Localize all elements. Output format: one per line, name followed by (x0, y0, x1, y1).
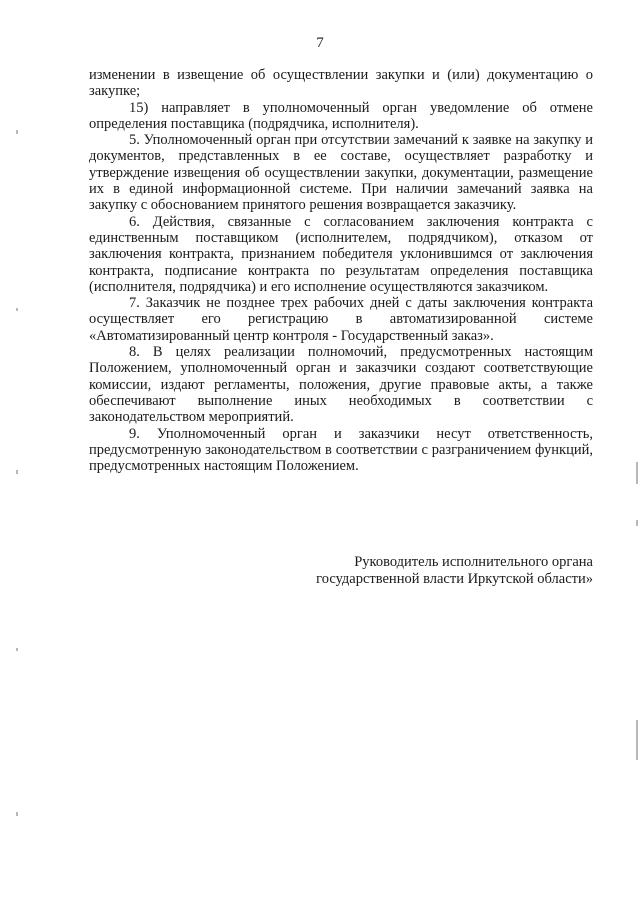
signature-line-title: Руководитель исполнительного органа (354, 554, 593, 570)
scan-mark (16, 470, 18, 474)
signature-line-authority: государственной власти Иркутской области» (316, 571, 593, 587)
paragraph-6: 6. Действия, связанные с согласованием заключения контракта с единственным поставщиком (исполнителем, подрядчиком), отказом от заключения контракта, признанием победителя уклонившимся от заключения контракта, подписание контракта по результатам определения поставщика (исполнителя, подрядчика) и его исполнение осуществляются заказчиком. (89, 213, 593, 295)
scan-mark (16, 648, 18, 651)
scan-mark (636, 462, 638, 484)
paragraph-continuation: изменении в извещение об осуществлении закупки и (или) документацию о закупке; (89, 67, 593, 100)
scan-mark (16, 812, 18, 816)
scan-mark (636, 520, 638, 526)
paragraph-item-15: 15) направляет в уполномоченный орган уведомление об отмене определения поставщика (подрядчика, исполнителя). (89, 99, 593, 132)
paragraph-9: 9. Уполномоченный орган и заказчики несут ответственность, предусмотренную законодательством в соответствии с разграничением функций, предусмотренных настоящим Положением. (89, 425, 593, 475)
scan-mark (636, 720, 638, 760)
paragraph-7: 7. Заказчик не позднее трех рабочих дней с даты заключения контракта осуществляет его регистрацию в автоматизированной системе «Автоматизированный центр контроля - Государственный заказ». (89, 295, 593, 344)
page-number: 7 (316, 35, 324, 51)
signature-block (260, 554, 593, 588)
scan-mark (16, 130, 18, 134)
paragraph-5: 5. Уполномоченный орган при отсутствии замечаний к заявке на закупку и документов, представленных в ее составе, осуществляет разработку и утверждение извещения об осуществлении закупки, документации, размещение их в единой информационной системе. При наличии замечаний заявка на закупку с обоснованием принятого решения возвращается заказчику. (89, 132, 593, 214)
document-body (89, 67, 593, 474)
paragraph-8: 8. В целях реализации полномочий, предусмотренных настоящим Положением, уполномоченный орган и заказчики создают соответствующие комиссии, издают регламенты, положения, другие правовые акты, а также обеспечивают выполнение иных необходимых в соответствии с законодательством мероприятий. (89, 344, 593, 426)
scan-mark (16, 308, 18, 311)
